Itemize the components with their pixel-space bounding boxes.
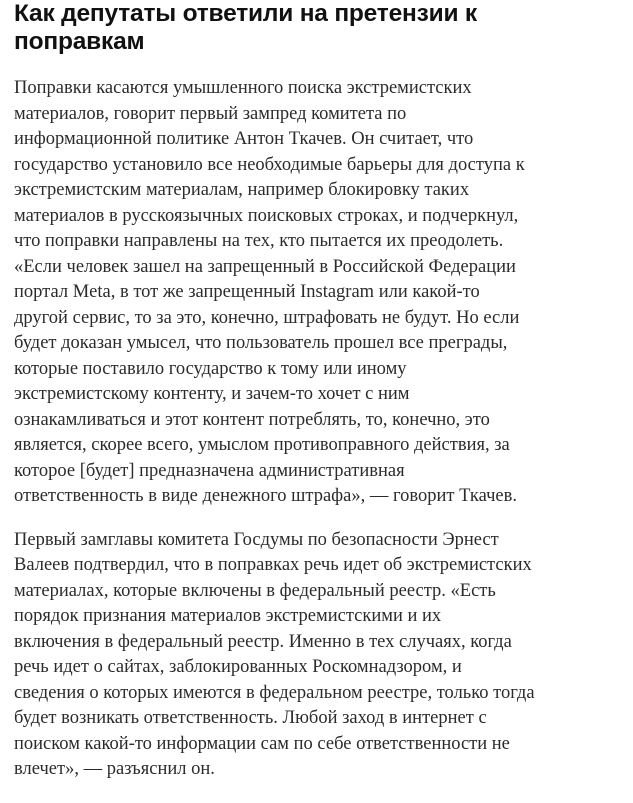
paragraph-line: которые поставило государство к тому или иному: [14, 358, 407, 379]
article-heading: [14, 0, 626, 56]
paragraph-line: Первый замглавы комитета Госдумы по безопасности Эрнест: [14, 529, 499, 550]
paragraph-line: «Если человек зашел на запрещенный в Российской Федерации: [14, 256, 516, 277]
paragraph-valeev: [14, 528, 626, 783]
paragraph-line: информационной политике Антон Ткачев. Он считает, что: [14, 129, 474, 149]
paragraph-line: будет доказан умысел, что пользователь прошел все преграды,: [14, 333, 508, 353]
paragraph-line: экстремистским материалам, например блокировку таких: [14, 180, 470, 200]
paragraph-line: портал Meta, в тот же запрещенный Instagram или какой-то: [14, 282, 480, 302]
paragraph-line: будет возникать ответственность. Любой заход в интернет с: [14, 708, 487, 728]
paragraph-line: ознакамливаться и этот контент потреблять, то, конечно, это: [14, 409, 490, 430]
paragraph-line: поиском какой-то информации сам по себе ответственности не: [14, 733, 510, 754]
paragraph-line: другой сервис, то за это, конечно, штрафовать не будут. Но если: [14, 307, 520, 328]
paragraph-line: Поправки касаются умышленного поиска экстремистских: [14, 78, 472, 98]
paragraph-line: материалов, говорит первый зампред комитета по: [14, 103, 407, 124]
paragraph-line: материалов в русскоязычных поисковых строках, и подчеркнул,: [14, 205, 519, 226]
paragraph-line: включения в федеральный реестр. Именно в тех случаях, когда: [14, 631, 512, 652]
paragraph-line: Валеев подтвердил, что в поправках речь идет об экстремистских: [14, 555, 532, 575]
paragraph-line: что поправки направлены на тех, кто пытается их преодолеть.: [14, 231, 504, 251]
paragraph-line: является, скорее всего, умыслом противоправного действия, за: [14, 435, 510, 455]
heading-line: поправкам: [14, 28, 145, 55]
paragraph-line: экстремистскому контенту, и зачем-то хочет с ним: [14, 384, 410, 404]
paragraph-line: ответственность в виде денежного штрафа», — говорит Ткачев.: [14, 486, 517, 506]
paragraph-line: порядок признания материалов экстремистскими и их: [14, 606, 442, 626]
paragraph-line: сведения о которых имеются в федеральном реестре, только тогда: [14, 682, 535, 703]
paragraph-tkachev: [14, 76, 626, 510]
paragraph-line: материалах, которые включены в федеральный реестр. «Есть: [14, 580, 496, 601]
paragraph-line: которое [будет] предназначена административная: [14, 460, 405, 481]
article: [14, 0, 626, 783]
paragraph-line: речь идет о сайтах, заблокированных Роскомнадзором, и: [14, 657, 462, 677]
paragraph-line: влечет», — разъяснил он.: [14, 759, 215, 779]
paragraph-line: государство установило все необходимые барьеры для доступа к: [14, 154, 525, 175]
heading-line: Как депутаты ответили на претензии к: [14, 0, 477, 27]
